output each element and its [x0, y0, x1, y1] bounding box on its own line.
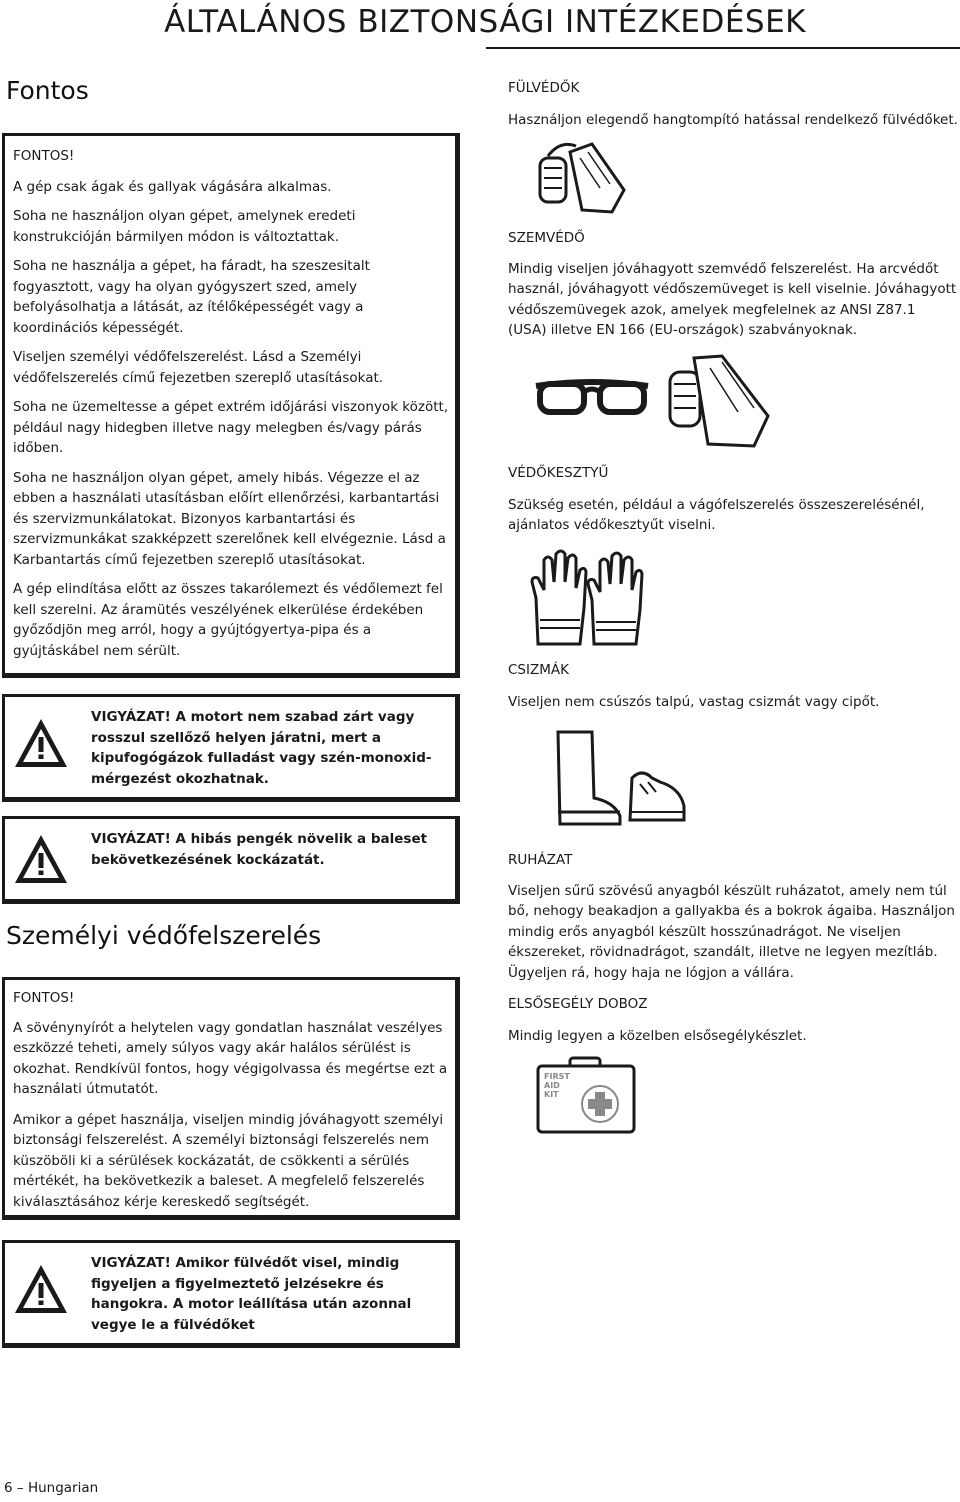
warning-text: VIGYÁZAT! Amikor fülvédőt visel, mindig figyeljen a figyelmeztető jelzésekre és hangokra. A motor leállítása után azonnal vegye le a fülvédőket	[91, 1255, 412, 1333]
boots-label: CSIZMÁK	[508, 662, 569, 678]
fontos-label: FONTOS!	[13, 148, 75, 164]
ear-protection-icon	[530, 138, 630, 218]
ear-protection-label: FÜLVÉDŐK	[508, 80, 580, 96]
fontos-box	[2, 133, 460, 678]
fontos-paragraph: Viseljen személyi védőfelszerelést. Lásd a Személyi védőfelszerelés című fejezetben szereplő utasításokat.	[13, 349, 384, 386]
fontos-paragraph: Soha ne üzemeltesse a gépet extrém időjárási viszonyok között, például nagy hidegben illetve nagy melegben és/vagy párás időben.	[13, 399, 449, 456]
ppe-paragraph: A sövénynyírót a helytelen vagy gondatlan használat veszélyes eszközzé teheti, amely súlyos vagy akár halálos sérülést is okozhat. Rendkívül fontos, hogy végigolvassa és megértse ezt a használati útmutatót.	[13, 1019, 448, 1097]
warning-box-exhaust	[2, 694, 460, 802]
clothing-label: RUHÁZAT	[508, 852, 573, 868]
kit-text-line: FIRST	[544, 1072, 570, 1081]
face-shield-icon	[664, 352, 774, 452]
ppe-label: FONTOS!	[13, 990, 75, 1006]
first-aid-text: Mindig legyen a közelben elsősegélykészlet.	[508, 1027, 807, 1044]
fontos-paragraph: A gép elindítása előtt az összes takarólemezt és védőlemezt fel kell szerelni. Az áramütés veszélyének elkerülése érdekében győződjön meg arról, hogy a gyújtógyertya-pipa és a gyújtáskábel nem sérült.	[13, 581, 443, 659]
fontos-paragraph: Soha ne használjon olyan gépet, amelynek eredeti konstrukcióján bármilyen módon is változtattak.	[13, 208, 356, 245]
first-aid-label: ELSŐSEGÉLY DOBOZ	[508, 996, 648, 1012]
fontos-paragraph: A gép csak ágak és gallyak vágására alkalmas.	[13, 178, 332, 195]
footer-language: Hungarian	[27, 1480, 99, 1496]
ear-protection-text: Használjon elegendő hangtompító hatással rendelkező fülvédőket.	[508, 111, 958, 128]
eye-protection-label: SZEMVÉDŐ	[508, 230, 585, 246]
warning-triangle-icon	[13, 833, 69, 885]
title-rule	[486, 47, 960, 49]
footer-dash: –	[16, 1480, 24, 1496]
kit-text-line: AID	[544, 1081, 560, 1090]
glasses-icon	[532, 372, 652, 422]
ppe-paragraph: Amikor a gépet használja, viseljen mindig jóváhagyott személyi biztonsági felszerelést. A személyi biztonsági felszerelés nem küszöböli ki a sérülések kockázatát, de csökkenti a sérülés mértékét, ha bekövetkezik a baleset. A megfelelő felszerelés kiválasztásához kérje kereskedő segítségét.	[13, 1111, 444, 1210]
gloves-label: VÉDŐKESZTYŰ	[508, 465, 609, 481]
fontos-heading: Fontos	[6, 76, 89, 105]
ppe-box	[2, 977, 460, 1220]
boots-text: Viseljen nem csúszós talpú, vastag csizmát vagy cipőt.	[508, 693, 880, 710]
warning-box-blades	[2, 816, 460, 904]
fontos-paragraph: Soha ne használja a gépet, ha fáradt, ha szeszesitalt fogyasztott, vagy ha olyan gyógyszert szed, amely befolyásolhatja a látását, az ítélőképességét vagy a koordinációs képességét.	[13, 258, 370, 336]
ppe-heading: Személyi védőfelszerelés	[6, 921, 322, 950]
boots-icon	[548, 728, 688, 828]
fontos-paragraph: Soha ne használjon olyan gépet, amely hibás. Végezze el az ebben a használati utasításban előírt ellenőrzési, karbantartási és szervizmunkálatokat. Bizonyos karbantartási és szervizmunkákat szakképzett szerelőnek kell elvégeznie. Lásd a Karbantartás című fejezetben szereplő utasításokat.	[13, 469, 446, 568]
kit-text-line: KIT	[544, 1090, 559, 1099]
warning-triangle-icon	[13, 1263, 69, 1315]
warning-text: VIGYÁZAT! A hibás pengék növelik a baleset bekövetkezésének kockázatát.	[91, 831, 428, 868]
warning-text: VIGYÁZAT! A motort nem szabad zárt vagy rosszul szellőző helyen járatni, mert a kipufogógázok fulladást vagy szén-monoxid-mérgezést okozhatnak.	[91, 709, 432, 787]
eye-protection-text: Mindig viseljen jóváhagyott szemvédő felszerelést. Ha arcvédőt használ, jóváhagyott védőszemüveget is kell viselnie. Jóváhagyott védőszemüvegek azok, amelyek megfelelnek az ANSI Z87.1 (USA) illetve EN 166 (EU-országok) szabványoknak.	[508, 260, 957, 338]
first-aid-kit-icon	[534, 1056, 640, 1138]
gloves-text: Szükség esetén, például a vágófelszerelés összeszerelésénél, ajánlatos védőkesztyűt viselni.	[508, 496, 925, 533]
page-footer	[4, 1480, 98, 1496]
warning-triangle-icon	[13, 717, 69, 769]
page-number: 6	[4, 1480, 13, 1496]
warning-box-ear-protection	[2, 1240, 460, 1348]
clothing-text: Viseljen sűrű szövésű anyagból készült ruházatot, amely nem túl bő, nehogy beakadjon a gallyakba és a bokrok ágaiba. Használjon mindig erős anyagból készült hosszúnadrágot. Ne viseljen ékszereket, rövidnadrágot, szandált, illetve ne legyen mezítláb. Ügyeljen rá, hogy haja ne lógjon a vállára.	[508, 882, 955, 981]
gloves-icon	[528, 548, 648, 648]
page-title: ÁLTALÁNOS BIZTONSÁGI INTÉZKEDÉSEK	[164, 4, 806, 40]
